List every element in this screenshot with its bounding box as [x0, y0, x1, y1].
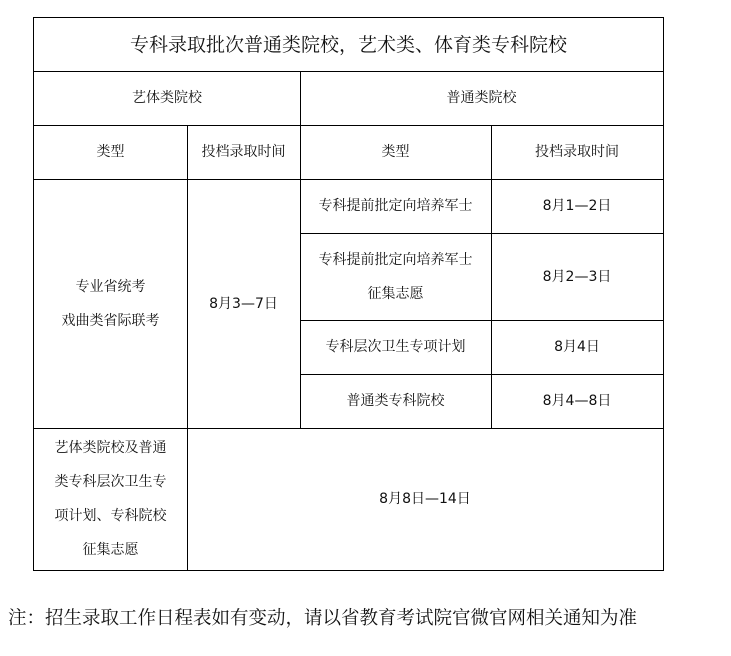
art-type-line: 戏曲类省际联考	[61, 312, 160, 329]
solicit-line: 征集志愿	[82, 542, 139, 558]
type-line: 专科提前批定向培养军士	[318, 251, 473, 268]
table-title: 专科录取批次普通类院校，艺术类、体育类专科院校	[129, 33, 567, 56]
table-row-type	[300, 233, 491, 320]
table-row-time: 8月4日	[554, 339, 600, 355]
table-row-type: 专科提前批定向培养军士	[318, 198, 473, 214]
footnote: 注：招生录取工作日程表如有变动，请以省教育考试院官微官网相关通知为准	[8, 608, 638, 629]
table-row-time: 8月2—3日	[542, 268, 612, 285]
table-row-time: 8月1—2日	[542, 198, 612, 214]
art-type-cell	[34, 179, 187, 428]
solicit-type-cell	[34, 428, 187, 570]
solicit-line: 艺体类院校及普通	[54, 440, 167, 456]
table-row-type: 专科层次卫生专项计划	[325, 339, 466, 355]
general-type-header: 类型	[381, 144, 410, 160]
type-line: 征集志愿	[367, 285, 424, 302]
art-schools-header: 艺体类院校	[132, 90, 202, 106]
solicit-line: 项计划、专科院校	[54, 508, 167, 524]
art-type-header: 类型	[96, 144, 125, 160]
table-row-time: 8月4—8日	[542, 393, 612, 409]
art-time-header: 投档录取时间	[201, 144, 286, 160]
solicit-line: 类专科层次卫生专	[54, 474, 167, 490]
general-schools-header: 普通类院校	[446, 90, 517, 106]
table-row-type: 普通类专科院校	[346, 393, 445, 409]
general-time-header: 投档录取时间	[535, 144, 619, 160]
solicit-time-cell: 8月8日—14日	[379, 491, 471, 507]
art-time-cell: 8月3—7日	[209, 295, 278, 312]
art-type-line: 专业省统考	[75, 278, 146, 295]
schedule-table	[33, 17, 664, 571]
